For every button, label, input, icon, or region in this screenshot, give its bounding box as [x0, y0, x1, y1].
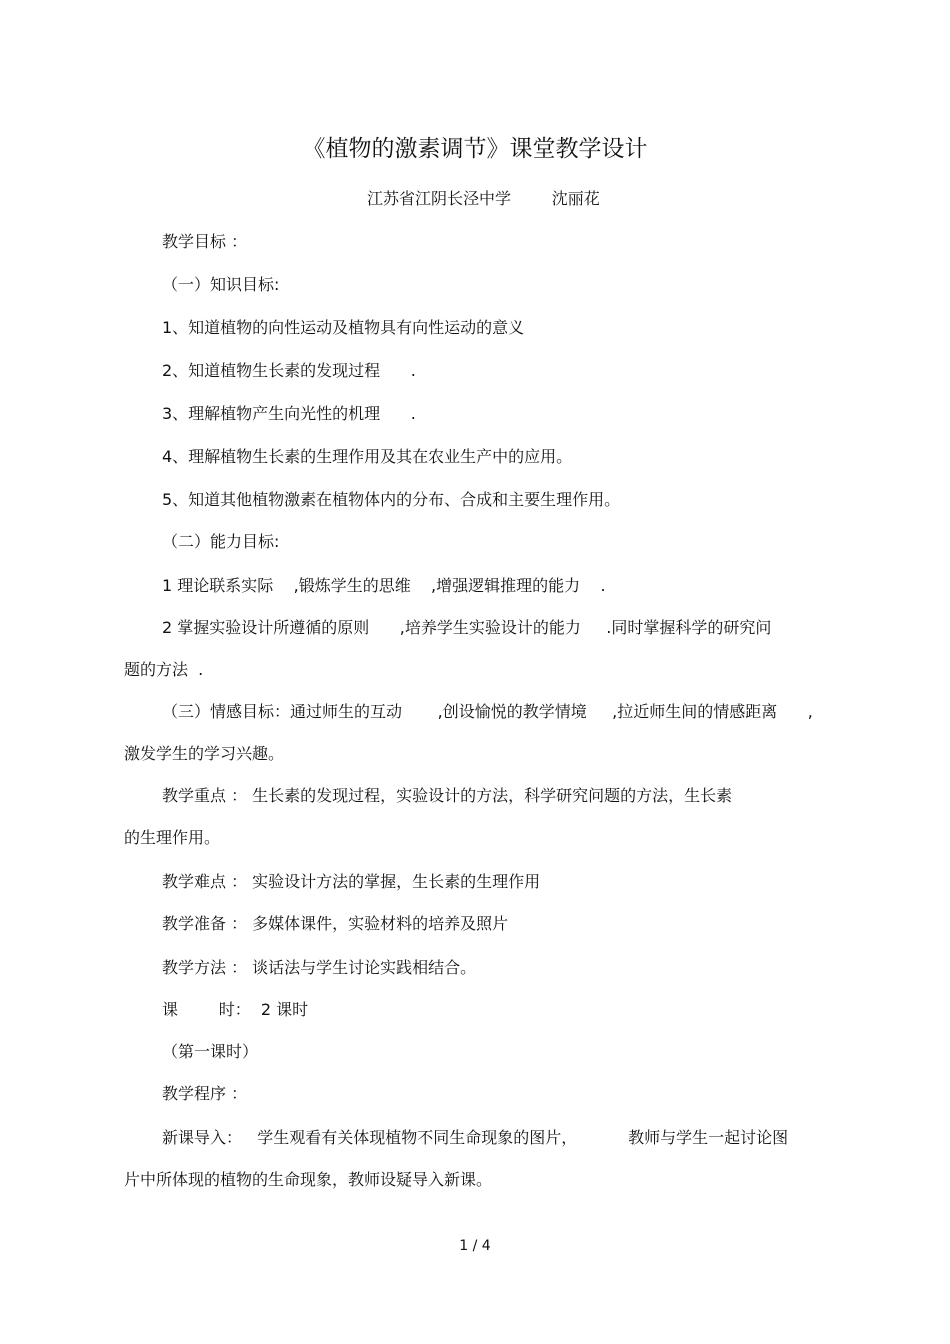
text-line: 2、知道植物生长素的发现过程 . [162, 361, 416, 380]
text-line: 题的方法 . [124, 660, 204, 679]
text-line: 4、理解植物生长素的生理作用及其在农业生产中的应用。 [162, 447, 573, 466]
text-line: 教学重点 ： 生长素的发现过程，实验设计的方法，科学研究问题的方法，生长素 [162, 786, 733, 805]
text-line: 课 时： 2 课时 [162, 1000, 309, 1019]
text-line: 5、知道其他植物激素在植物体内的分布、合成和主要生理作用。 [162, 490, 621, 509]
text-line: 1、知道植物的向性运动及植物具有向性运动的意义 [162, 318, 525, 337]
text-line: 片中所体现的植物的生命现象，教师设疑导入新课。 [124, 1170, 493, 1189]
page-number: 1 / 4 [459, 1238, 491, 1254]
text-line: 3、理解植物产生向光性的机理 . [162, 404, 416, 423]
text-line: 新课导入： 学生观看有关体现植物不同生命现象的图片， 教师与学生一起讨论图 [162, 1128, 789, 1147]
author-line: 江苏省江阴长泾中学 沈丽花 [367, 189, 600, 208]
text-line: 的生理作用。 [124, 828, 221, 847]
text-line: （二）能力目标: [162, 532, 280, 551]
text-line: 教学难点 ： 实验设计方法的掌握，生长素的生理作用 [162, 872, 541, 891]
text-line: 教学程序 ： [162, 1084, 248, 1103]
document-title: 《植物的激素调节》课堂教学设计 [302, 136, 648, 162]
text-line: 教学目标 ： [162, 232, 248, 251]
text-line: 激发学生的学习兴趣。 [124, 744, 285, 763]
text-line: 教学方法 ： 谈话法与学生讨论实践相结合。 [162, 958, 477, 977]
text-line: 2 掌握实验设计所遵循的原则 ,培养学生实验设计的能力 .同时掌握科学的研究问 [162, 618, 772, 637]
text-line: （一）知识目标: [162, 275, 280, 294]
text-line: 1 理论联系实际 ,锻炼学生的思维 ,增强逻辑推理的能力 . [162, 576, 606, 595]
text-line: （第一课时） [162, 1042, 259, 1061]
text-line: （三）情感目标：通过师生的互动 ,创设愉悦的教学情境 ,拉近师生间的情感距离 , [162, 702, 813, 721]
text-line: 教学准备 ： 多媒体课件，实验材料的培养及照片 [162, 914, 509, 933]
